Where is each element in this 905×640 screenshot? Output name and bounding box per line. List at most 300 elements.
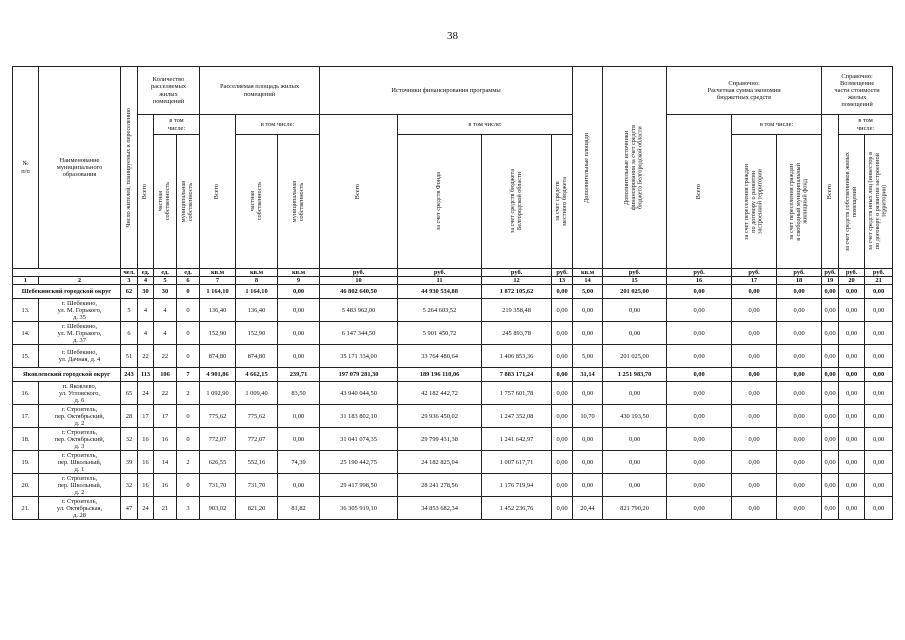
- row-number: 19.: [13, 451, 39, 474]
- value-cell: 0,00: [777, 345, 822, 368]
- col-number: 17: [732, 277, 777, 285]
- value-cell: 0,00: [603, 451, 667, 474]
- value-cell: 0,00: [552, 322, 573, 345]
- value-cell: 0,00: [603, 428, 667, 451]
- value-cell: 0,00: [822, 451, 839, 474]
- value-cell: 0,00: [667, 382, 732, 405]
- col-number: 5: [154, 277, 177, 285]
- table-row: [13, 322, 893, 345]
- value-cell: 0,00: [839, 345, 865, 368]
- header-finance-incl: [398, 115, 573, 135]
- value-cell: 0,00: [865, 299, 893, 322]
- unit-cell: ед.: [154, 269, 177, 277]
- value-cell: 0: [177, 285, 200, 299]
- value-cell: 0,00: [278, 345, 320, 368]
- col-number: 7: [200, 277, 236, 285]
- header-fund-text: за счет средств Фонда: [435, 172, 443, 231]
- value-cell: 1 007 617,71: [482, 451, 552, 474]
- header-name-text: Наименование муниципального образования: [56, 156, 103, 179]
- value-cell: 30: [154, 285, 177, 299]
- value-cell: 201 025,00: [603, 345, 667, 368]
- value-cell: 0,00: [732, 428, 777, 451]
- value-cell: 0,00: [667, 322, 732, 345]
- header-regional-text: за счет средств бюджета Белгородской области: [508, 169, 523, 234]
- value-cell: 0,00: [777, 382, 822, 405]
- header-finance-text: Источники финансирования программы: [391, 86, 501, 94]
- value-cell: 16: [138, 474, 154, 497]
- value-cell: 0,00: [667, 299, 732, 322]
- value-cell: 4: [154, 299, 177, 322]
- row-number: 21.: [13, 497, 39, 520]
- value-cell: 0,00: [603, 299, 667, 322]
- value-cell: 0: [177, 474, 200, 497]
- header-area: [200, 67, 320, 115]
- value-cell: 0,00: [865, 382, 893, 405]
- value-cell: 197 079 281,30: [320, 368, 398, 382]
- value-cell: 28 241 278,56: [398, 474, 482, 497]
- value-cell: 430 193,50: [603, 405, 667, 428]
- value-cell: 0,00: [839, 497, 865, 520]
- unit-cell: кв.м: [573, 269, 603, 277]
- table-row: [13, 497, 893, 520]
- value-cell: 1 241 642,97: [482, 428, 552, 451]
- value-cell: 0,00: [603, 322, 667, 345]
- value-cell: 5: [121, 299, 138, 322]
- header-finance-total-text: Всего: [354, 183, 362, 200]
- value-cell: 32: [121, 474, 138, 497]
- address: п. Яковлево, ул. Угловского, д. 6: [39, 382, 121, 405]
- value-cell: 0,00: [865, 451, 893, 474]
- value-cell: 51: [121, 345, 138, 368]
- value-cell: 5,00: [573, 285, 603, 299]
- value-cell: 243: [121, 368, 138, 382]
- header-residents-text: Число жителей, планируемых к переселению: [124, 107, 132, 228]
- value-cell: 2: [177, 382, 200, 405]
- value-cell: 775,62: [200, 405, 236, 428]
- value-cell: 0,00: [732, 299, 777, 322]
- value-cell: 31 183 802,10: [320, 405, 398, 428]
- value-cell: 0,00: [278, 474, 320, 497]
- value-cell: 29 417 998,50: [320, 474, 398, 497]
- value-cell: 14: [154, 451, 177, 474]
- value-cell: 0,00: [732, 322, 777, 345]
- col-number: 14: [573, 277, 603, 285]
- value-cell: 3: [177, 497, 200, 520]
- value-cell: 42 182 442,72: [398, 382, 482, 405]
- value-cell: 0,00: [865, 405, 893, 428]
- value-cell: 1 009,40: [236, 382, 278, 405]
- value-cell: 16: [138, 428, 154, 451]
- value-cell: 821 790,20: [603, 497, 667, 520]
- value-cell: 0,00: [667, 451, 732, 474]
- value-cell: 62: [121, 285, 138, 299]
- value-cell: 20,44: [573, 497, 603, 520]
- value-cell: 1 176 719,94: [482, 474, 552, 497]
- value-cell: 0,00: [667, 428, 732, 451]
- value-cell: 0,00: [552, 368, 573, 382]
- header-finance-total: [320, 115, 398, 269]
- address: г. Шебекино, ул. М. Горького, д. 37: [39, 322, 121, 345]
- value-cell: 0,00: [777, 322, 822, 345]
- value-cell: 201 025,00: [603, 285, 667, 299]
- value-cell: 0: [177, 322, 200, 345]
- value-cell: 36 305 919,10: [320, 497, 398, 520]
- value-cell: 0,00: [822, 497, 839, 520]
- unit-cell: ед.: [138, 269, 154, 277]
- value-cell: 1 872 105,62: [482, 285, 552, 299]
- value-cell: 0,00: [278, 405, 320, 428]
- value-cell: 626,55: [200, 451, 236, 474]
- header-rooms-count: [138, 67, 200, 115]
- value-cell: 0,00: [777, 451, 822, 474]
- value-cell: 0,00: [732, 368, 777, 382]
- col-number: 13: [552, 277, 573, 285]
- address: г. Строитель, пер. Школьный, д. 2: [39, 474, 121, 497]
- header-economy-total-text: Всего: [694, 183, 702, 200]
- value-cell: 24 182 825,04: [398, 451, 482, 474]
- unit-cell: чел.: [121, 269, 138, 277]
- value-cell: 4: [138, 322, 154, 345]
- header-finance-incl-text: в том числе:: [468, 120, 502, 128]
- header-rooms-incl: [154, 115, 200, 135]
- unit-cell: руб.: [482, 269, 552, 277]
- value-cell: 136,40: [200, 299, 236, 322]
- header-econ-free: [777, 135, 822, 269]
- header-rooms-count-text: Количество расселяемых жилых помещений: [150, 76, 187, 105]
- header-economy-incl-text: в том числе:: [759, 120, 794, 128]
- municipality-name: Яковлевский городской округ: [13, 368, 121, 382]
- header-rooms-private-text: частная собственность: [157, 182, 171, 221]
- value-cell: 0,00: [667, 497, 732, 520]
- value-cell: 0,00: [732, 285, 777, 299]
- value-cell: 5 483 962,00: [320, 299, 398, 322]
- value-cell: 83,50: [278, 382, 320, 405]
- value-cell: 0,00: [667, 405, 732, 428]
- value-cell: 6 147 344,50: [320, 322, 398, 345]
- address: г. Шебекино, ул. М. Горького, д. 35: [39, 299, 121, 322]
- unit-cell: руб.: [732, 269, 777, 277]
- header-num-text: № п/п: [21, 160, 30, 175]
- value-cell: 44 930 534,88: [398, 285, 482, 299]
- value-cell: 28: [121, 405, 138, 428]
- value-cell: 35 171 334,00: [320, 345, 398, 368]
- units-row: [13, 269, 893, 277]
- value-cell: 1 092,90: [200, 382, 236, 405]
- value-cell: 16: [154, 428, 177, 451]
- address: г. Шебекино, ул. Дачная, д. 4: [39, 345, 121, 368]
- header-rooms-incl-text: в том числе:: [167, 117, 186, 132]
- value-cell: 0,00: [552, 474, 573, 497]
- value-cell: 5 901 450,72: [398, 322, 482, 345]
- header-reimburse: [822, 67, 893, 115]
- header-area-text: Расселяемая площадь жилых помещений: [219, 83, 300, 98]
- value-cell: 5 264 603,52: [398, 299, 482, 322]
- header-area-private: [236, 135, 278, 269]
- col-number: 18: [777, 277, 822, 285]
- value-cell: 0,00: [573, 299, 603, 322]
- table-row: [13, 299, 893, 322]
- value-cell: 0,00: [865, 497, 893, 520]
- value-cell: 113: [138, 368, 154, 382]
- table-row: [13, 451, 893, 474]
- unit-cell: руб.: [822, 269, 839, 277]
- value-cell: 0,00: [865, 285, 893, 299]
- value-cell: 0,00: [839, 299, 865, 322]
- header-name: [39, 67, 121, 269]
- header-rooms-total: [138, 115, 154, 269]
- value-cell: 0,00: [732, 405, 777, 428]
- value-cell: 239,71: [278, 368, 320, 382]
- col-number: 16: [667, 277, 732, 285]
- header-area-municipal-text: муниципальная собственность: [290, 180, 305, 223]
- value-cell: 0,00: [278, 322, 320, 345]
- value-cell: 0,00: [822, 405, 839, 428]
- header-area-total: [200, 115, 236, 269]
- unit-cell: кв.м: [278, 269, 320, 277]
- value-cell: 22: [154, 382, 177, 405]
- header-finance: [320, 67, 573, 115]
- value-cell: 0,00: [667, 345, 732, 368]
- column-numbers-row: [13, 277, 893, 285]
- value-cell: 0: [177, 405, 200, 428]
- value-cell: 0,00: [603, 382, 667, 405]
- row-number: 17.: [13, 405, 39, 428]
- header-area-private-text: частная собственность: [248, 182, 263, 221]
- value-cell: 552,16: [236, 451, 278, 474]
- value-cell: 0,00: [839, 322, 865, 345]
- value-cell: 25 190 442,75: [320, 451, 398, 474]
- col-number: 1: [13, 277, 39, 285]
- value-cell: 7 883 171,24: [482, 368, 552, 382]
- row-number: 16.: [13, 382, 39, 405]
- value-cell: 65: [121, 382, 138, 405]
- program-table: [12, 66, 893, 520]
- value-cell: 731,70: [200, 474, 236, 497]
- value-cell: 0,00: [732, 382, 777, 405]
- value-cell: 0,00: [839, 451, 865, 474]
- unit-cell: руб.: [603, 269, 667, 277]
- unit-cell: руб.: [398, 269, 482, 277]
- table-row-group: [13, 368, 893, 382]
- row-number: 13.: [13, 299, 39, 322]
- value-cell: 0,00: [865, 428, 893, 451]
- value-cell: 0,00: [865, 368, 893, 382]
- value-cell: 7: [177, 368, 200, 382]
- value-cell: 24: [138, 497, 154, 520]
- value-cell: 0,00: [278, 285, 320, 299]
- unit-cell: ед.: [177, 269, 200, 277]
- unit-cell: кв.м: [236, 269, 278, 277]
- value-cell: 22: [138, 345, 154, 368]
- unit-cell: кв.м: [200, 269, 236, 277]
- row-number: 14.: [13, 322, 39, 345]
- value-cell: 219 358,48: [482, 299, 552, 322]
- value-cell: 0: [177, 428, 200, 451]
- value-cell: 0,00: [839, 428, 865, 451]
- value-cell: 0,00: [278, 299, 320, 322]
- header-area-incl-text: в том числе:: [260, 120, 295, 128]
- value-cell: 0,00: [667, 285, 732, 299]
- header-reimb-owners-text: за счет средств собственников жилых помещений: [843, 151, 858, 252]
- value-cell: 775,62: [236, 405, 278, 428]
- row-number: 18.: [13, 428, 39, 451]
- value-cell: 772,07: [236, 428, 278, 451]
- col-number: 10: [320, 277, 398, 285]
- header-economy-text: Справочно: Расчетная сумма экономии бюджетных средств: [707, 79, 781, 102]
- col-number: 11: [398, 277, 482, 285]
- header-local: [552, 135, 573, 269]
- header-reimburse-incl: [839, 115, 893, 135]
- header-extra-finance-text: Дополнительные источники финансирования за счет средств бюджета Белгородской области: [623, 124, 644, 211]
- value-cell: 0: [177, 299, 200, 322]
- value-cell: 0,00: [822, 345, 839, 368]
- unit-cell: руб.: [552, 269, 573, 277]
- row-number: 20.: [13, 474, 39, 497]
- value-cell: 874,80: [236, 345, 278, 368]
- value-cell: 0,00: [777, 299, 822, 322]
- value-cell: 0,00: [822, 368, 839, 382]
- value-cell: 136,40: [236, 299, 278, 322]
- value-cell: 32: [121, 428, 138, 451]
- value-cell: 0,00: [552, 345, 573, 368]
- col-number: 19: [822, 277, 839, 285]
- value-cell: 0,00: [839, 405, 865, 428]
- table-row: [13, 474, 893, 497]
- table-row: [13, 382, 893, 405]
- value-cell: 1 164,10: [200, 285, 236, 299]
- value-cell: 46 802 640,50: [320, 285, 398, 299]
- value-cell: 731,70: [236, 474, 278, 497]
- header-area-municipal: [278, 135, 320, 269]
- value-cell: 2: [177, 451, 200, 474]
- value-cell: 0,00: [839, 474, 865, 497]
- value-cell: 0,00: [777, 368, 822, 382]
- value-cell: 0,00: [865, 474, 893, 497]
- header-extra-area-text: Дополнительные площади: [583, 132, 591, 203]
- value-cell: 34 853 682,34: [398, 497, 482, 520]
- col-number: 8: [236, 277, 278, 285]
- header-reimb-other-text: за счет средств иных лиц (инвестор в по договору о развитии застроенной территории): [867, 152, 888, 251]
- value-cell: 0: [177, 345, 200, 368]
- value-cell: 189 196 110,06: [398, 368, 482, 382]
- address: г. Строитель, пер. Октябрьский, д. 3: [39, 428, 121, 451]
- value-cell: 245 893,78: [482, 322, 552, 345]
- header-residents: [121, 67, 138, 269]
- header-reimburse-total: [822, 115, 839, 269]
- value-cell: 1 251 983,70: [603, 368, 667, 382]
- value-cell: 39: [121, 451, 138, 474]
- value-cell: 0,00: [573, 428, 603, 451]
- col-number: 6: [177, 277, 200, 285]
- header-reimburse-text: Справочно: Возмещение части стоимости жилых помещений: [834, 72, 880, 109]
- header-econ-free-text: за счет переселения граждан в свободный муниципальный жилищный фонд: [787, 162, 809, 241]
- value-cell: 0,00: [552, 299, 573, 322]
- value-cell: 152,90: [236, 322, 278, 345]
- header-economy: [667, 67, 822, 115]
- unit-cell: руб.: [320, 269, 398, 277]
- value-cell: 0,00: [552, 497, 573, 520]
- value-cell: 0,00: [777, 497, 822, 520]
- value-cell: 0,00: [573, 451, 603, 474]
- value-cell: 0,00: [777, 474, 822, 497]
- header-area-total-text: Всего: [213, 183, 221, 200]
- header-fund: [398, 135, 482, 269]
- unit-cell: руб.: [777, 269, 822, 277]
- address: г. Строитель, ул. Октябрьская, д. 28: [39, 497, 121, 520]
- table-row-group: [13, 285, 893, 299]
- value-cell: 0,00: [667, 474, 732, 497]
- value-cell: 0,00: [822, 382, 839, 405]
- value-cell: 0,00: [865, 345, 893, 368]
- col-number: 15: [603, 277, 667, 285]
- value-cell: 0,00: [777, 428, 822, 451]
- value-cell: 6: [121, 322, 138, 345]
- header-rooms-municipal: [177, 135, 200, 269]
- value-cell: 22: [154, 345, 177, 368]
- value-cell: 0,00: [732, 345, 777, 368]
- value-cell: 0,00: [667, 368, 732, 382]
- value-cell: 81,82: [278, 497, 320, 520]
- unit-cell: руб.: [839, 269, 865, 277]
- address: г. Строитель, пер. Октябрьский, д. 2: [39, 405, 121, 428]
- value-cell: 0,00: [822, 285, 839, 299]
- value-cell: 10,70: [573, 405, 603, 428]
- value-cell: 152,90: [200, 322, 236, 345]
- header-extra-area: [573, 67, 603, 269]
- value-cell: 903,02: [200, 497, 236, 520]
- value-cell: 0,00: [552, 382, 573, 405]
- header-econ-dev: [732, 135, 777, 269]
- header-rooms-municipal-text: муниципальная собственность: [180, 180, 194, 223]
- header-economy-total: [667, 115, 732, 269]
- unit-cell: руб.: [667, 269, 732, 277]
- value-cell: 1 406 853,36: [482, 345, 552, 368]
- table-row: [13, 345, 893, 368]
- value-cell: 0,00: [732, 497, 777, 520]
- value-cell: 47: [121, 497, 138, 520]
- value-cell: 0,00: [777, 285, 822, 299]
- value-cell: 0,00: [552, 451, 573, 474]
- header-reimb-other: [865, 135, 893, 269]
- header-reimburse-incl-text: в том числе:: [856, 117, 875, 132]
- table-row: [13, 405, 893, 428]
- header-local-text: за счет средств местного бюджета: [554, 177, 569, 226]
- municipality-name: Шебекинский городской округ: [13, 285, 121, 299]
- value-cell: 0,00: [822, 322, 839, 345]
- value-cell: 0,00: [573, 322, 603, 345]
- value-cell: 0,00: [552, 285, 573, 299]
- value-cell: 106: [154, 368, 177, 382]
- value-cell: 5,00: [573, 345, 603, 368]
- header-rooms-total-text: Всего: [141, 183, 149, 200]
- col-number: 4: [138, 277, 154, 285]
- header-regional: [482, 135, 552, 269]
- value-cell: 4: [138, 299, 154, 322]
- value-cell: 31 041 074,35: [320, 428, 398, 451]
- value-cell: 17: [154, 405, 177, 428]
- value-cell: 43 940 044,50: [320, 382, 398, 405]
- value-cell: 0,00: [839, 368, 865, 382]
- value-cell: 0,00: [278, 428, 320, 451]
- header-num: [13, 67, 39, 269]
- value-cell: 0,00: [603, 474, 667, 497]
- value-cell: 31,14: [573, 368, 603, 382]
- header-reimb-owners: [839, 135, 865, 269]
- value-cell: 0,00: [822, 299, 839, 322]
- value-cell: 21: [154, 497, 177, 520]
- value-cell: 4 662,15: [236, 368, 278, 382]
- value-cell: 0,00: [822, 428, 839, 451]
